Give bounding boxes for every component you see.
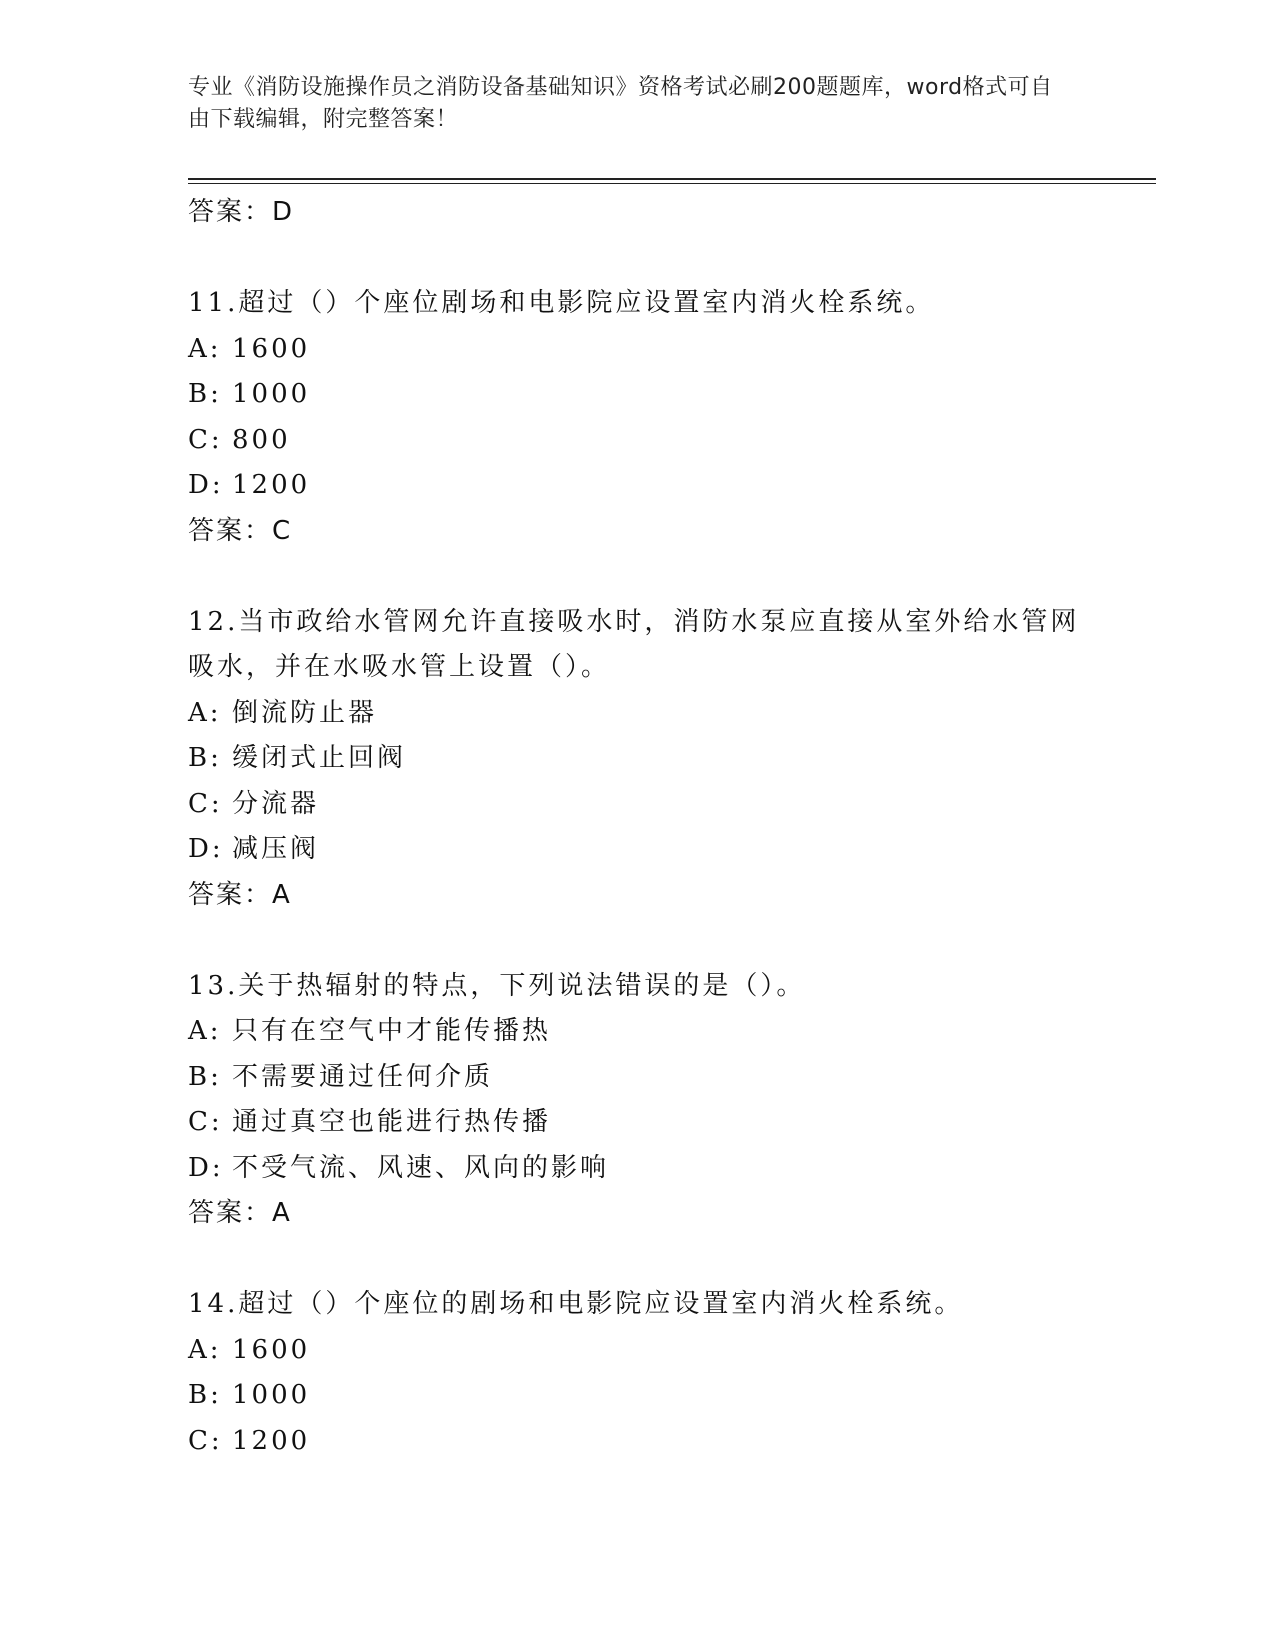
- option-label: D:: [188, 834, 224, 864]
- option-a: [188, 691, 1088, 737]
- option-text: 倒流防止器: [232, 697, 378, 728]
- option-label: C:: [188, 1107, 223, 1137]
- option-text: 不需要通过任何介质: [232, 1061, 494, 1092]
- previous-answer: 答案：D: [188, 197, 295, 227]
- option-text: 通过真空也能进行热传播: [232, 1107, 552, 1137]
- option-label: A:: [188, 697, 222, 728]
- option-a: [188, 327, 1088, 373]
- spacer: [188, 918, 1088, 964]
- question-stem: 11.超过（）个座位剧场和电影院应设置室内消火栓系统。: [188, 288, 935, 318]
- header-divider-thick: [188, 178, 1156, 180]
- answer: 答案：A: [188, 1198, 292, 1228]
- option-label: D:: [188, 1152, 224, 1183]
- option-b: [188, 372, 1088, 418]
- option-b: [188, 1055, 1088, 1101]
- option-b: [188, 736, 1088, 782]
- option-c: [188, 1419, 1088, 1465]
- question-14: [188, 1282, 1088, 1464]
- option-label: A:: [188, 333, 222, 364]
- option-text: 1600: [232, 333, 311, 364]
- option-a: [188, 1009, 1088, 1055]
- spacer: [188, 236, 1088, 282]
- option-d: [188, 1146, 1088, 1192]
- header-divider-thin: [188, 183, 1156, 184]
- spacer: [188, 1237, 1088, 1283]
- option-label: B:: [188, 379, 222, 409]
- option-c: [188, 782, 1088, 828]
- option-c: [188, 1100, 1088, 1146]
- option-label: A:: [188, 1016, 222, 1046]
- question-stem-line-2: 吸水，并在水吸水管上设置（）。: [188, 652, 611, 682]
- question-11: [188, 281, 1088, 554]
- option-b: [188, 1373, 1088, 1419]
- option-label: C:: [188, 1425, 223, 1456]
- option-d: [188, 827, 1088, 873]
- option-c: [188, 418, 1088, 464]
- option-text: 1000: [232, 1380, 311, 1410]
- option-text: 1200: [232, 470, 311, 500]
- answer: 答案：A: [188, 879, 292, 910]
- option-label: A:: [188, 1334, 222, 1365]
- option-text: 缓闭式止回阀: [232, 743, 407, 773]
- option-a: [188, 1328, 1088, 1374]
- option-label: B:: [188, 743, 222, 773]
- option-text: 800: [232, 424, 291, 455]
- question-12: [188, 600, 1088, 919]
- option-text: 只有在空气中才能传播热: [232, 1016, 552, 1046]
- option-text: 1200: [232, 1425, 311, 1456]
- question-stem: 13.关于热辐射的特点，下列说法错误的是（）。: [188, 970, 806, 1001]
- question-stem-line-1: 12.当市政给水管网允许直接吸水时，消防水泵应直接从室外给水管网: [188, 606, 1080, 637]
- option-text: 分流器: [232, 788, 320, 819]
- option-label: B:: [188, 1061, 222, 1092]
- question-13: [188, 964, 1088, 1237]
- option-label: B:: [188, 1380, 222, 1410]
- option-label: C:: [188, 788, 223, 819]
- question-list: [188, 190, 1088, 1464]
- option-text: 不受气流、风速、风向的影响: [232, 1152, 610, 1183]
- option-label: D:: [188, 470, 224, 500]
- option-d: [188, 463, 1088, 509]
- option-text: 1000: [232, 379, 311, 409]
- answer: 答案：C: [188, 515, 293, 546]
- spacer: [188, 554, 1088, 600]
- document-header: 专业《消防设施操作员之消防设备基础知识》资格考试必刷200题题库，word格式可自由下载编辑，附完整答案！: [188, 75, 1053, 132]
- option-label: C:: [188, 424, 223, 455]
- option-text: 1600: [232, 1334, 311, 1365]
- option-text: 减压阀: [232, 834, 320, 864]
- question-stem: 14.超过（）个座位的剧场和电影院应设置室内消火栓系统。: [188, 1289, 964, 1319]
